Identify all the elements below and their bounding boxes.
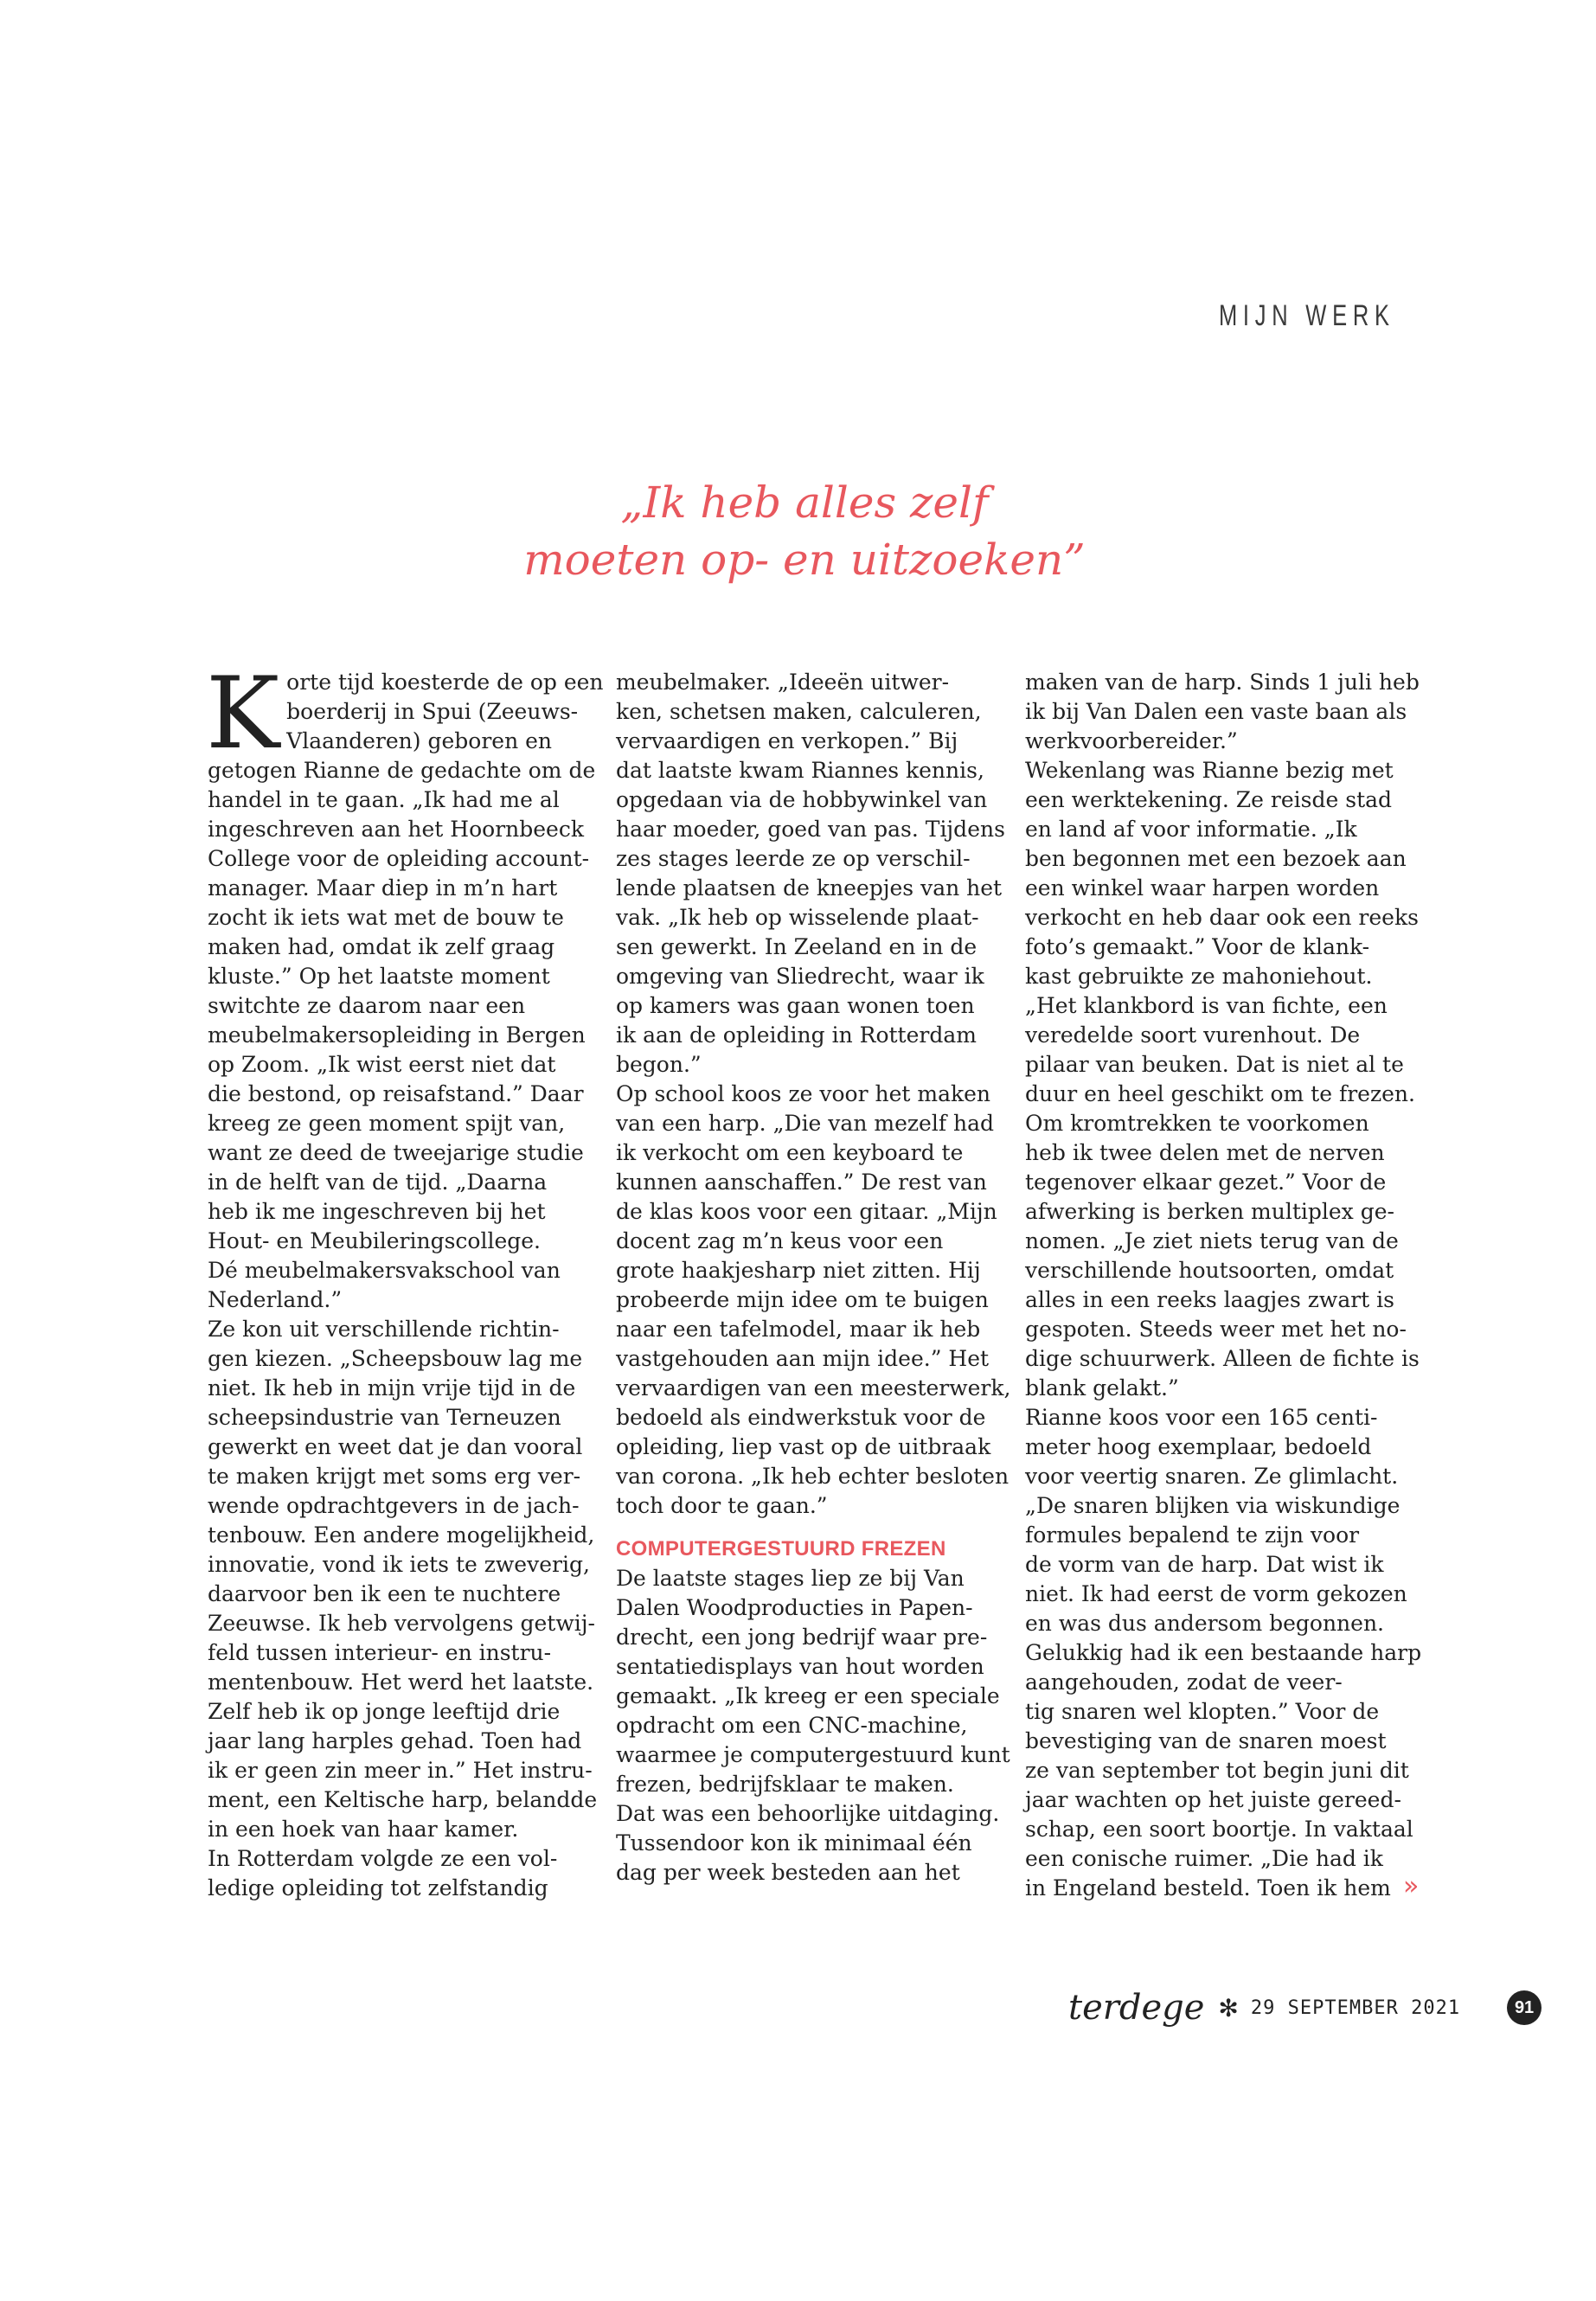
column-1-body [208, 756, 598, 1903]
text-line: voor veertig snaren. Ze glimlacht. [1025, 1464, 1399, 1489]
article-column-2 [616, 668, 1011, 1888]
text-line: in de helft van de tijd. „Daarna [208, 1170, 548, 1195]
text-line: Op school koos ze voor het maken [616, 1081, 991, 1106]
text-line: op kamers was gaan wonen toen [616, 993, 975, 1018]
text-line: Rianne koos voor een 165 centi- [1025, 1405, 1378, 1430]
headline-line-1: „Ik heb alles zelf [620, 478, 989, 528]
text-line: zes stages leerde ze op verschil- [616, 846, 971, 871]
text-line: wende opdrachtgevers in de jach- [208, 1493, 580, 1518]
text-line: formules bepalend te zijn voor [1025, 1522, 1360, 1548]
text-line: haar moeder, goed van pas. Tijdens [616, 817, 1005, 842]
text-line: jaar wachten op het juiste gereed- [1025, 1787, 1401, 1812]
text-line: ingeschreven aan het Hoornbeeck [208, 817, 584, 842]
text-line: gewerkt en weet dat je dan vooral [208, 1434, 583, 1459]
article-column-1 [206, 656, 604, 1903]
text-line: heb ik me ingeschreven bij het [208, 1199, 546, 1224]
text-line: bedoeld als eindwerkstuk voor de [616, 1405, 986, 1430]
text-line: schap, een soort boortje. In vaktaal [1025, 1817, 1413, 1842]
text-line: ik verkocht om een keyboard te [616, 1140, 964, 1165]
text-line: want ze deed de tweejarige studie [208, 1140, 584, 1165]
text-line: College voor de opleiding account- [208, 846, 590, 871]
text-line: innovatie, vond ik iets te zweverig, [208, 1552, 590, 1577]
text-line: vastgehouden aan mijn idee.” Het [616, 1346, 990, 1371]
text-line: dige schuurwerk. Alleen de fichte is [1025, 1346, 1420, 1371]
text-line: kluste.” Op het laatste moment [208, 964, 550, 989]
text-line: boerderij in Spui (Zeeuws- [286, 699, 579, 724]
text-line: jaar lang harples gehad. Toen had [208, 1728, 582, 1753]
text-line: ben begonnen met een bezoek aan [1025, 846, 1407, 871]
text-line: Dat was een behoorlijke uitdaging. [616, 1801, 1000, 1826]
text-line: niet. Ik heb in mijn vrije tijd in de [208, 1375, 576, 1400]
text-line: opgedaan via de hobbywinkel van [616, 787, 988, 812]
text-line: vervaardigen van een meesterwerk, [616, 1375, 1011, 1400]
text-line: bevestiging van de snaren moest [1025, 1728, 1387, 1753]
text-line: drecht, een jong bedrijf waar pre- [616, 1625, 988, 1650]
text-line: kunnen aanschaffen.” De rest van [616, 1170, 987, 1195]
text-line: Zelf heb ik op jonge leeftijd drie [208, 1699, 561, 1724]
text-line: van een harp. „Die van mezelf had [616, 1111, 995, 1136]
separator-star-icon: ✻ [1218, 1993, 1239, 2022]
text-line: maken van de harp. Sinds 1 juli heb [1025, 670, 1420, 695]
text-line: naar een tafelmodel, maar ik heb [616, 1317, 981, 1342]
text-line: In Rotterdam volgde ze een vol- [208, 1846, 558, 1871]
text-line: „De snaren blijken via wiskundige [1025, 1493, 1401, 1518]
text-line: aangehouden, zodat de veer- [1025, 1670, 1343, 1695]
brand-logo: terdege [1068, 1988, 1205, 2028]
text-line: opleiding, liep vast op de uitbraak [616, 1434, 991, 1459]
text-line: sen gewerkt. In Zeeland en in de [616, 934, 977, 959]
text-line: gen kiezen. „Scheepsbouw lag me [208, 1346, 583, 1371]
text-line: Nederland.” [208, 1287, 343, 1312]
dropcap: K [206, 656, 280, 771]
text-line: orte tijd koesterde de op een [286, 670, 604, 695]
text-line: werkvoorbereider.” [1025, 728, 1238, 753]
text-line: verschillende houtsoorten, omdat [1025, 1258, 1394, 1283]
text-line: Zeeuwse. Ik heb vervolgens getwij- [208, 1611, 595, 1636]
text-line: en land af voor informatie. „Ik [1025, 817, 1357, 842]
text-line: waarmee je computergestuurd kunt [616, 1742, 1010, 1767]
text-line: maken had, omdat ik zelf graag [208, 934, 555, 959]
text-line: tegenover elkaar gezet.” Voor de [1025, 1170, 1387, 1195]
text-line: tenbouw. Een andere mogelijkheid, [208, 1522, 595, 1548]
text-line: handel in te gaan. „Ik had me al [208, 787, 560, 812]
text-line: een conische ruimer. „Die had ik [1025, 1846, 1383, 1871]
headline [372, 474, 1237, 588]
text-line: verkocht en heb daar ook een reeks [1025, 905, 1419, 930]
text-line: meubelmakersopleiding in Bergen [208, 1022, 586, 1048]
text-line: begon.” [616, 1052, 702, 1077]
text-line: De laatste stages liep ze bij Van [616, 1566, 965, 1591]
text-line: blank gelakt.” [1025, 1375, 1179, 1400]
text-line: Ze kon uit verschillende richtin- [208, 1317, 560, 1342]
text-line: ken, schetsen maken, calculeren, [616, 699, 982, 724]
text-line: meter hoog exemplaar, bedoeld [1025, 1434, 1372, 1459]
text-line: gemaakt. „Ik kreeg er een speciale [616, 1683, 1000, 1708]
text-line: Vlaanderen) geboren en [286, 728, 553, 753]
text-line: die bestond, op reisafstand.” Daar [208, 1081, 584, 1106]
text-line: Dalen Woodproducties in Papen- [616, 1595, 973, 1620]
footer [1068, 1988, 1542, 2028]
text-line: pilaar van beuken. Dat is niet al te [1025, 1052, 1404, 1077]
text-line: gespoten. Steeds weer met het no- [1025, 1317, 1407, 1342]
text-line: probeerde mijn idee om te buigen [616, 1287, 989, 1312]
section-label: MIJN WERK [1219, 299, 1395, 332]
text-line: vervaardigen en verkopen.” Bij [616, 728, 958, 753]
text-line: frezen, bedrijfsklaar te maken. [616, 1772, 954, 1797]
text-line: scheepsindustrie van Terneuzen [208, 1405, 561, 1430]
page-number-badge: 91 [1507, 1990, 1542, 2025]
text-line: ment, een Keltische harp, belandde [208, 1787, 598, 1812]
text-line: manager. Maar diep in m’n hart [208, 875, 558, 901]
text-line: zocht ik iets wat met de bouw te [208, 905, 564, 930]
column-2-body-a [616, 668, 1011, 1521]
subheading: COMPUTERGESTUURD FREZEN [616, 1537, 946, 1561]
text-line: Dé meubelmakersvakschool van [208, 1258, 561, 1283]
text-line: meubelmaker. „Ideeën uitwer- [616, 670, 950, 695]
text-line: ik aan de opleiding in Rotterdam [616, 1022, 977, 1048]
text-line: „Het klankbord is van fichte, een [1025, 993, 1388, 1018]
text-line: alles in een reeks laagjes zwart is [1025, 1287, 1394, 1312]
text-line: toch door te gaan.” [616, 1493, 828, 1518]
text-line: ze van september tot begin juni dit [1025, 1758, 1409, 1783]
text-line: grote haakjesharp niet zitten. Hij [616, 1258, 981, 1283]
text-line: Gelukkig had ik een bestaande harp [1025, 1640, 1422, 1665]
double-chevron-right-icon: » [1403, 1871, 1420, 1901]
text-line: duur en heel geschikt om te frezen. [1025, 1081, 1415, 1106]
text-line: omgeving van Sliedrecht, waar ik [616, 964, 984, 989]
text-line: ledige opleiding tot zelfstandig [208, 1875, 548, 1900]
text-line: mentenbouw. Het werd het laatste. [208, 1670, 594, 1695]
text-line: de vorm van de harp. Dat wist ik [1025, 1552, 1384, 1577]
text-line: veredelde soort vurenhout. De [1025, 1022, 1361, 1048]
text-line: van corona. „Ik heb echter besloten [616, 1464, 1010, 1489]
text-line: ik er geen zin meer in.” Het instru- [208, 1758, 593, 1783]
text-line: dag per week besteden aan het [616, 1860, 960, 1885]
text-line: opdracht om een CNC-machine, [616, 1713, 968, 1738]
text-line: docent zag m’n keus voor een [616, 1228, 944, 1253]
text-line: vak. „Ik heb op wisselende plaat- [616, 905, 979, 930]
text-line: kreeg ze geen moment spijt van, [208, 1111, 566, 1136]
text-line: heb ik twee delen met de nerven [1025, 1140, 1385, 1165]
text-line: in een hoek van haar kamer. [208, 1817, 519, 1842]
text-line: foto’s gemaakt.” Voor de klank- [1025, 934, 1370, 959]
issue-date: 29 SEPTEMBER 2021 [1250, 1997, 1461, 2019]
text-line: Wekenlang was Rianne bezig met [1025, 758, 1394, 783]
text-line: sentatiedisplays van hout worden [616, 1654, 984, 1679]
text-line: tig snaren wel klopten.” Voor de [1025, 1699, 1380, 1724]
text-line: Tussendoor kon ik minimaal één [616, 1830, 972, 1856]
article-column-3 [1025, 668, 1422, 1903]
text-line: Hout- en Meubileringscollege. [208, 1228, 541, 1253]
headline-line-2: moeten op- en uitzoeken” [523, 535, 1086, 585]
text-line: een werktekening. Ze reisde stad [1025, 787, 1393, 812]
column-2-body-b [616, 1564, 1010, 1888]
text-line: een winkel waar harpen worden [1025, 875, 1380, 901]
text-line: ik bij Van Dalen een vaste baan als [1025, 699, 1407, 724]
text-line: Om kromtrekken te voorkomen [1025, 1111, 1369, 1136]
text-line: nomen. „Je ziet niets terug van de [1025, 1228, 1399, 1253]
text-line: feld tussen interieur- en instru- [208, 1640, 552, 1665]
text-line: dat laatste kwam Riannes kennis, [616, 758, 984, 783]
text-line: daarvoor ben ik een te nuchtere [208, 1581, 561, 1606]
text-line: kast gebruikte ze mahoniehout. [1025, 964, 1373, 989]
text-line: de klas koos voor een gitaar. „Mijn [616, 1199, 997, 1224]
column-3-body [1025, 668, 1422, 1903]
text-line: in Engeland besteld. Toen ik hem [1025, 1875, 1391, 1900]
text-line: en was dus andersom begonnen. [1025, 1611, 1384, 1636]
text-line: op Zoom. „Ik wist eerst niet dat [208, 1052, 556, 1077]
text-line: te maken krijgt met soms erg ver- [208, 1464, 581, 1489]
text-line: lende plaatsen de kneepjes van het [616, 875, 1003, 901]
text-line: niet. Ik had eerst de vorm gekozen [1025, 1581, 1407, 1606]
text-line: switchte ze daarom naar een [208, 993, 526, 1018]
text-line: getogen Rianne de gedachte om de [208, 758, 596, 783]
text-line: afwerking is berken multiplex ge- [1025, 1199, 1394, 1224]
